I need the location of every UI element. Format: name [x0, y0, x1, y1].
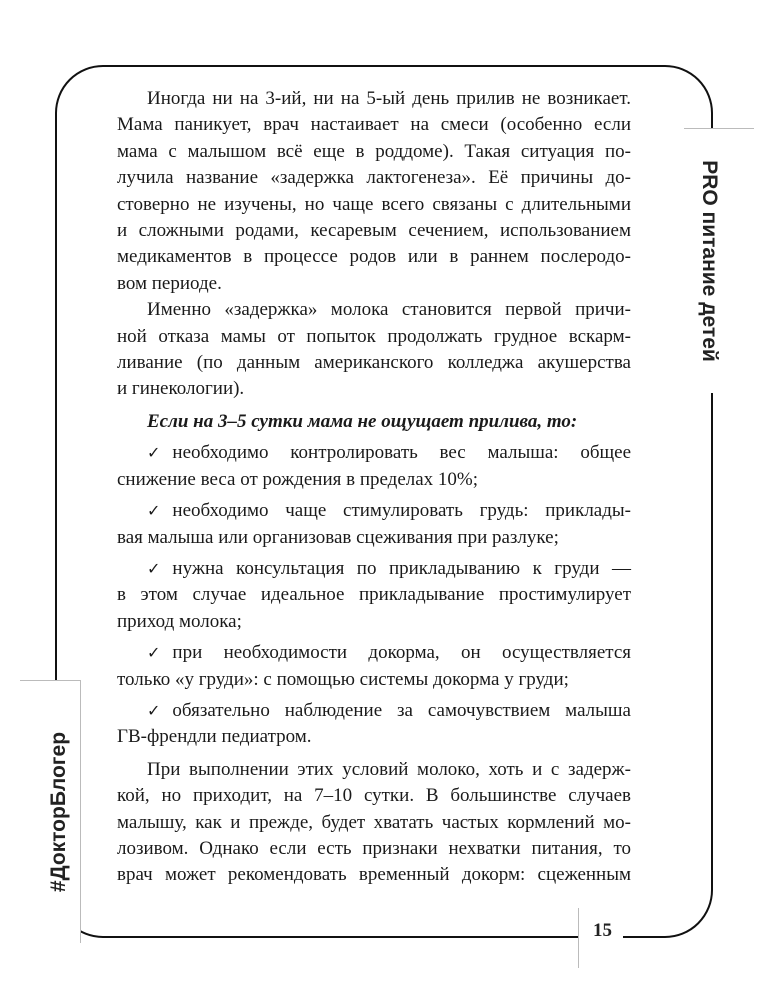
checklist-item: [117, 698, 631, 751]
hashtag-label: #ДокторБлогер: [47, 731, 70, 893]
checkmark-icon: ✓: [147, 643, 161, 663]
body-text: [117, 86, 631, 889]
section-tab-right: [684, 128, 754, 393]
item-text: обязательно наблюдение за самочувствием малыша: [172, 699, 631, 721]
text-line: вая малыша или организовав сцеживания при разлуке;: [117, 526, 559, 548]
item-text: необходимо контролировать вес малыша: общее: [172, 442, 631, 464]
text-line: снижение веса от рождения в пределах 10%;: [117, 468, 479, 490]
checkmark-icon: ✓: [147, 501, 161, 521]
text-line: Мама паникует, врач настаивает на смеси (особенно если: [117, 114, 631, 136]
text-line: малышу, как и прежде, будет хватать частых кормлений мо-: [117, 811, 631, 833]
text-line: медикаментов в процессе родов или в раннем послеродо-: [117, 246, 631, 268]
text-line: кой, но приходит, на 7–10 сутки. В большинстве случаев: [117, 785, 631, 807]
page-number-box: [578, 908, 623, 968]
text-line: в этом случае идеальное прикладывание простимулирует: [117, 584, 631, 606]
page-number: 15: [593, 920, 612, 941]
text-line: Именно «задержка» молока становится первой причи-: [147, 299, 631, 321]
text-line: Иногда ни на 3-ий, ни на 5-ый день прилив не возникает.: [147, 88, 631, 109]
checklist-item: [117, 440, 631, 493]
text-line: мама с малышом всё еще в роддоме). Такая ситуация по-: [117, 140, 631, 162]
item-text: при необходимости докорма, он осуществляется: [172, 642, 631, 664]
text-line: ливание (по данным американского колледжа акушерства: [117, 352, 631, 374]
checkmark-icon: ✓: [147, 443, 161, 463]
item-text: нужна консультация по прикладыванию к груди —: [172, 557, 631, 579]
text-line: [117, 698, 631, 724]
checkmark-icon: ✓: [147, 558, 161, 578]
text-line: [117, 498, 631, 524]
text-line: ной отказа мамы от попыток продолжать грудное вскарм-: [117, 325, 631, 347]
checklist-item: [117, 556, 631, 635]
checklist-item: [117, 640, 631, 693]
text-line: врач может рекомендовать временный докорм: сцеженным: [117, 864, 631, 886]
text-line: только «у груди»: с помощью системы докорма у груди;: [117, 668, 569, 690]
text-line: стоверно не изучены, но чаще всего связаны с длительными: [117, 193, 631, 215]
text-line: приход молока;: [117, 610, 242, 632]
text-line: вом периоде.: [117, 272, 222, 294]
paragraph-3: [117, 757, 631, 889]
text-line: При выполнении этих условий молоко, хоть и с задерж-: [147, 758, 631, 780]
text-line: лозивом. Однако если есть признаки нехватки питания, то: [117, 837, 631, 859]
text-line: ГВ-френдли педиатром.: [117, 726, 312, 748]
checklist-heading: Если на 3–5 сутки мама не ощущает прилива, то:: [147, 410, 578, 432]
text-line: [117, 640, 631, 666]
section-title: PRO питание детей: [698, 160, 721, 362]
text-line: лучила название «задержка лактогенеза». Её причины до-: [117, 167, 631, 189]
text-line: и сложными родами, кесаревым сечением, использованием: [117, 220, 631, 242]
text-line: [117, 556, 631, 582]
text-line: [117, 440, 631, 466]
section-tab-left: [20, 680, 81, 943]
paragraph-1: [117, 86, 631, 297]
checkmark-icon: ✓: [147, 700, 161, 720]
checklist-item: [117, 498, 631, 551]
paragraph-2: [117, 297, 631, 403]
text-line: и гинекологии).: [117, 378, 245, 400]
item-text: необходимо чаще стимулировать грудь: приклады-: [172, 500, 631, 522]
